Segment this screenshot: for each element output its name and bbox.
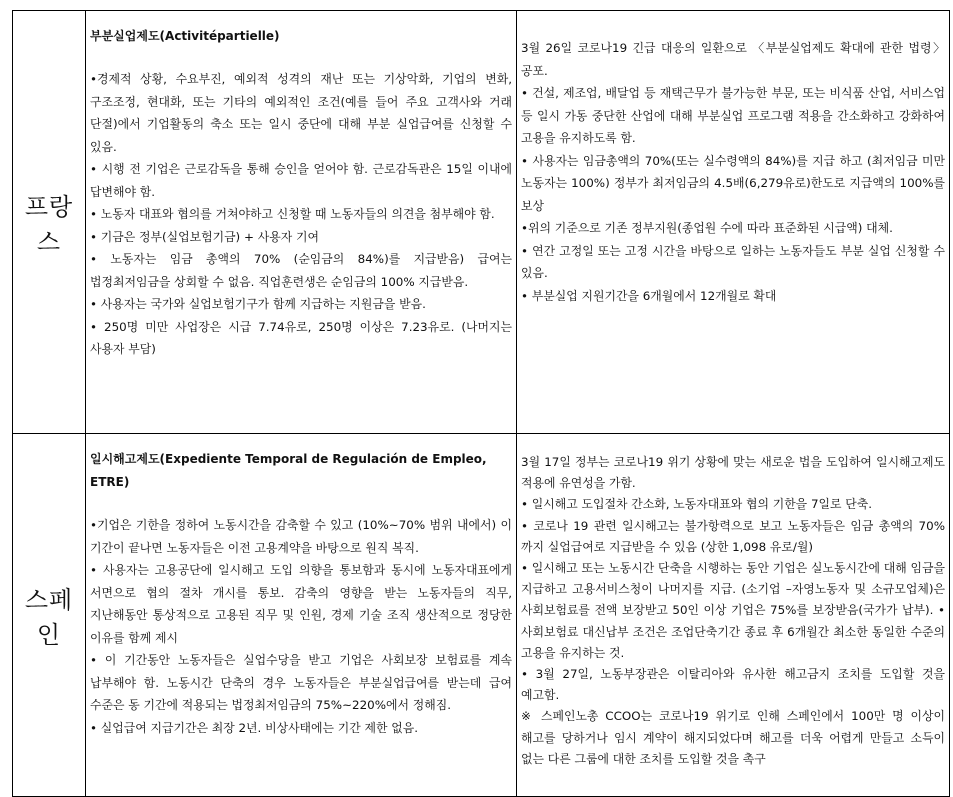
list-item: 3월 26일 코로나19 긴급 대응의 일환으로 〈부분실업제도 확대에 관한 법령〉 공포. <box>521 41 945 78</box>
system-description-cell <box>86 11 517 434</box>
list-item: • 일시해고 도입절차 간소화, 노동자대표와 협의 기한을 7일로 단축. <box>521 497 873 512</box>
list-item: • 사용자는 임금총액의 70%(또는 실수령액의 84%)를 지급 하고 (최저임금 미만 노동자는 100%) 정부가 최저임금의 4.5배(6,279유로)한도로 지급액의 100%를 보상 <box>521 153 945 213</box>
list-item: • 이 기간동안 노동자들은 실업수당을 받고 기업은 사회보장 보험료를 계속 납부해야 함. 노동시간 단축의 경우 노동자들은 부분실업급여를 받는데 급여 수준은 동 기간에 적용되는 법정최저임금의 75%~220%에서 정해짐. <box>90 653 512 712</box>
list-item: • 실업급여 지급기간은 최장 2년. 비상사태에는 기간 제한 없음. <box>90 720 419 735</box>
country-label: 스페인 <box>24 586 74 649</box>
system-description <box>90 68 512 361</box>
list-item: • 일시해고 또는 노동시간 단축을 시행하는 동안 기업은 실노동시간에 대해 임금을 지급하고 고용서비스청이 나머지를 지급. (소기업 –자영노동자 및 소규모업체)은 사회보험료를 전액 보장받고 50인 이상 기업은 75%를 보장받음(국가가 납부). • 사회보험료 대신납부 조건은 조업단축기간 종료 후 6개월간 최소한 동일한 수준의 고용을 유지하는 것. <box>521 561 945 660</box>
system-description <box>90 514 512 739</box>
country-label: 프랑스 <box>24 193 74 256</box>
table-row-spain <box>13 434 950 797</box>
system-title: 부분실업제도(Activitépartielle) <box>90 29 280 43</box>
covid-measures-cell <box>517 11 950 434</box>
policy-comparison-table <box>12 10 950 797</box>
list-item: • 코로나 19 관련 일시해고는 불가항력으로 보고 노동자들은 임금 총액의 70%까지 실업급여로 지급받을 수 있음 (상한 1,098 유로/월) <box>521 518 945 554</box>
list-item: 3월 17일 정부는 코로나19 위기 상황에 맞는 새로운 법을 도입하여 일시해고제도 적용에 유연성을 가함. <box>521 455 945 491</box>
list-item: • 사용자는 고용공단에 일시해고 도입 의향을 통보함과 동시에 노동자대표에게 서면으로 협의 절차 개시를 통보. 감축의 영향을 받는 노동자들의 직무, 지난해동안 통상적으로 고용된 직무 및 인원, 경제 기술 조직 생산적으로 정당한 이유를 함께 제시 <box>90 563 512 645</box>
list-item: • 연간 고정일 또는 고정 시간을 바탕으로 일하는 노동자들도 부분 실업 신청할 수 있음. <box>521 243 945 280</box>
system-title: 일시해고제도(Expediente Temporal de Regulación de Empleo, ETRE) <box>90 452 487 489</box>
list-item: • 부분실업 지원기간을 6개월에서 12개월로 확대 <box>521 288 777 303</box>
table-row-france <box>13 11 950 434</box>
list-item: • 사용자는 국가와 실업보험기구가 함께 지급하는 지원금을 받음. <box>90 297 426 311</box>
covid-measures <box>521 37 945 307</box>
country-cell <box>13 434 86 797</box>
list-item: • 건설, 제조업, 배달업 등 재택근무가 불가능한 부문, 또는 비식품 산업, 서비스업 등 일시 가동 중단한 산업에 대해 부분실업 프로그램 적용을 간소화하고 강화하여 고용을 유지하도록 함. <box>521 86 945 145</box>
list-item: •위의 기준으로 기존 정부지원(종업원 수에 따라 표준화된 시급액) 대체. <box>521 221 893 235</box>
covid-measures <box>521 452 945 770</box>
list-item: •기업은 기한을 정하여 노동시간을 감축할 수 있고 (10%~70% 범위 내에서) 이 기간이 끝나면 노동자들은 이전 고용계약을 바탕으로 원직 복직. <box>90 518 512 555</box>
list-item: • 3월 27일, 노동부장관은 이탈리아와 유사한 해고금지 조치를 도입할 것을 예고함. <box>521 667 945 703</box>
list-item: •경제적 상황, 수요부진, 예외적 성격의 재난 또는 기상악화, 기업의 변화, 구조조정, 현대화, 또는 기타의 예외적인 조건(예를 들어 주요 고객사와 거래 단절)에서 기업활동의 축소 또는 일시 중단에 대해 부분 실업급여를 신청할 수 있음. <box>90 72 512 154</box>
list-item: • 노동자 대표와 협의를 거쳐야하고 신청할 때 노동자들의 의견을 첨부해야 함. <box>90 207 495 221</box>
system-description-cell <box>86 434 517 797</box>
list-item: • 250명 미만 사업장은 시급 7.74유로, 250명 이상은 7.23유로. (나머지는 사용자 부담) <box>90 319 512 356</box>
list-item: • 노동자는 임금 총액의 70% (순임금의 84%)를 지급받음) 급여는 법정최저임금을 상회할 수 없음. 직업훈련생은 순임금의 100% 지급받음. <box>90 252 512 289</box>
list-item: ※ 스페인노총 CCOO는 코로나19 위기로 인해 스페인에서 100만 명 이상이 해고를 당하거나 임시 계약이 해지되었다며 해고를 더욱 어렵게 만들고 소득이 없는 다른 그룹에 대한 조치를 도입할 것을 촉구 <box>521 709 945 766</box>
covid-measures-cell <box>517 434 950 797</box>
list-item: • 기금은 정부(실업보험기금) + 사용자 기여 <box>90 229 319 244</box>
country-cell <box>13 11 86 434</box>
list-item: • 시행 전 기업은 근로감독을 통해 승인을 얻어야 함. 근로감독관은 15일 이내에 답변해야 함. <box>90 162 512 199</box>
